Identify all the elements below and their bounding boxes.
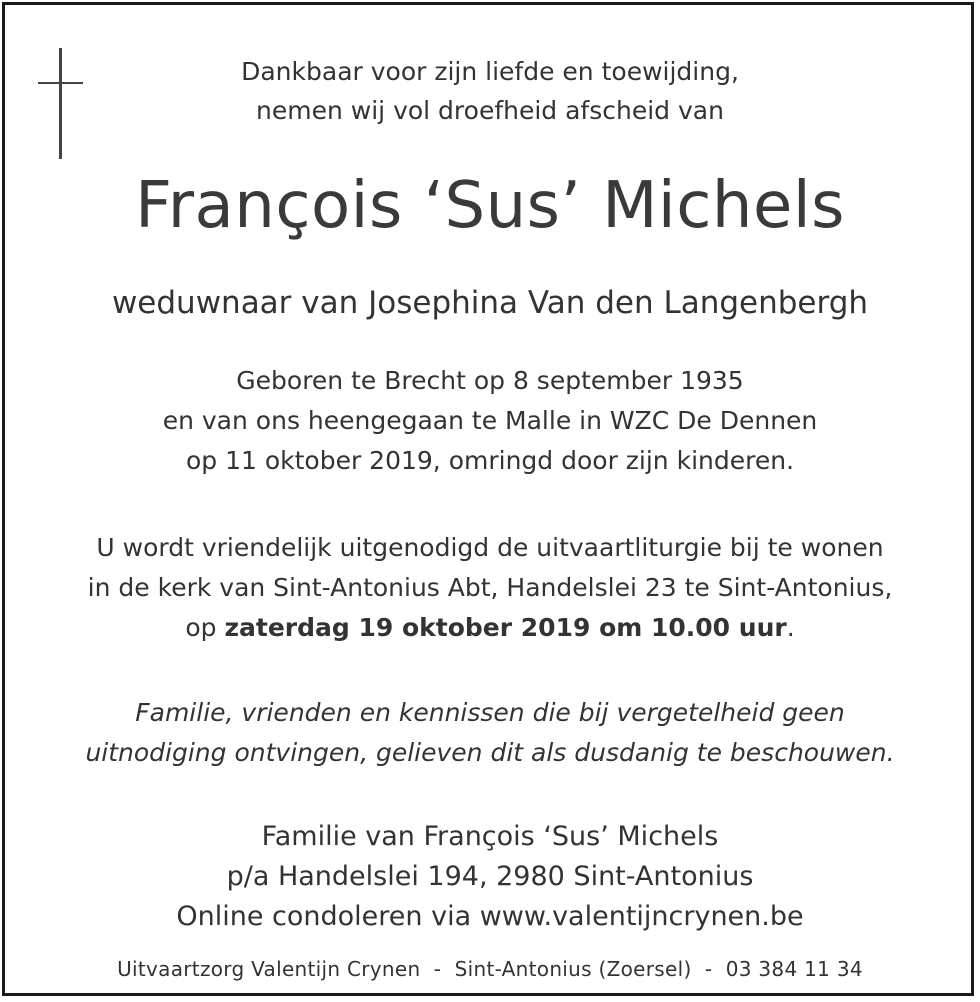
- widow-line: weduwnaar van Josephina Van den Langenbergh: [111, 285, 869, 321]
- funeral-date-time: zaterdag 19 oktober 2019 om 10.00 uur: [224, 613, 787, 642]
- death-line: en van ons heengegaan te Malle in WZC De Dennen: [162, 406, 818, 435]
- family-line-1: Familie van François ‘Sus’ Michels: [261, 821, 719, 852]
- intro-line-1: Dankbaar voor zijn liefde en toewijding,: [241, 57, 739, 86]
- funeral-home-footer: Uitvaartzorg Valentijn Crynen - Sint-Antonius (Zoersel) - 03 384 11 34: [117, 957, 863, 981]
- family-address: p/a Handelslei 194, 2980 Sint-Antonius: [226, 861, 754, 892]
- birth-line: Geboren te Brecht op 8 september 1935: [236, 366, 744, 395]
- invitation-line-3: [0, 613, 980, 642]
- invitation-suffix: .: [786, 613, 795, 642]
- intro-line-2: nemen wij vol droefheid afscheid van: [256, 96, 724, 125]
- condolence-website: Online condoleren via www.valentijncrynen.be: [176, 901, 804, 932]
- death-date-line: op 11 oktober 2019, omringd door zijn kinderen.: [185, 446, 795, 475]
- invitation-line-2: in de kerk van Sint-Antonius Abt, Handelslei 23 te Sint-Antonius,: [87, 573, 893, 602]
- invitation-prefix: op: [185, 613, 225, 642]
- invitation-line-1: U wordt vriendelijk uitgenodigd de uitvaartliturgie bij te wonen: [96, 533, 884, 562]
- notice-line-2: uitnodiging ontvingen, gelieven dit als dusdanig te beschouwen.: [85, 738, 895, 767]
- deceased-name: François ‘Sus’ Michels: [135, 169, 845, 243]
- notice-line-1: Familie, vrienden en kennissen die bij vergetelheid geen: [135, 698, 845, 727]
